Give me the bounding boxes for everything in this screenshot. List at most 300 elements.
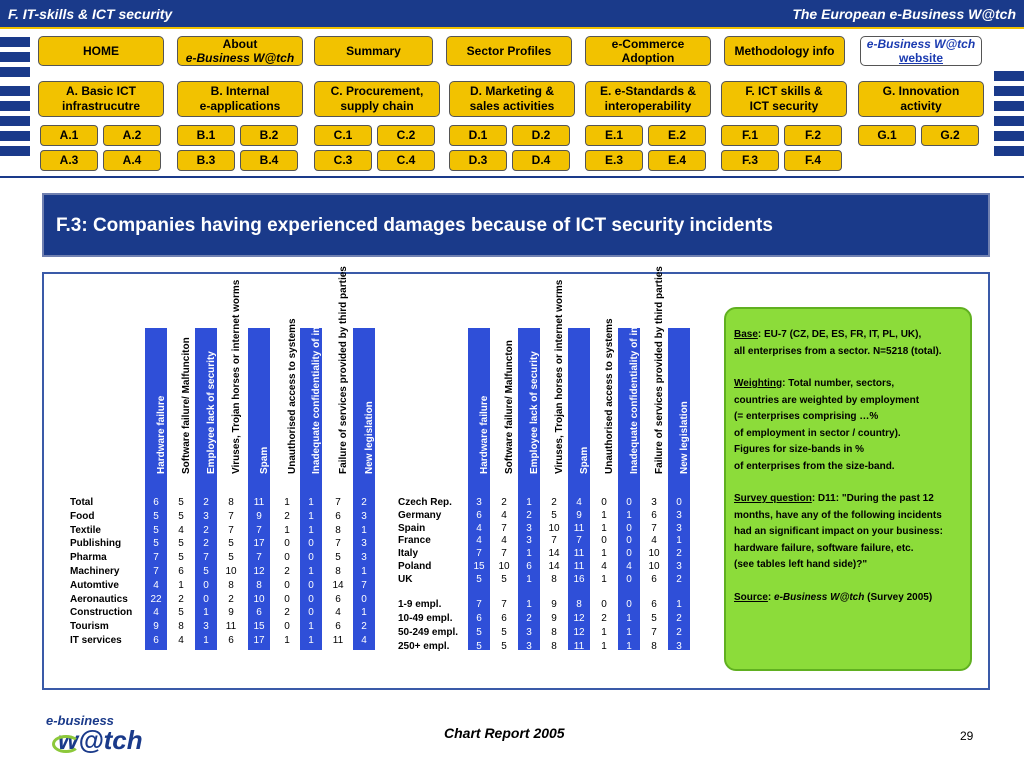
table-cell: 2 bbox=[551, 497, 557, 508]
table-row-label: Czech Rep. bbox=[398, 497, 452, 508]
section-label: activity bbox=[900, 99, 942, 113]
nav-label: Adoption bbox=[621, 51, 675, 65]
table-cell: 6 bbox=[335, 510, 341, 522]
column-header-label: Failure of services provided by third parties bbox=[338, 266, 349, 474]
note-heading: Weighting bbox=[734, 378, 783, 389]
sub-nav-button[interactable]: F.4 bbox=[784, 150, 842, 171]
divider bbox=[0, 176, 1024, 178]
stripe bbox=[0, 37, 30, 47]
table-cell: 8 bbox=[551, 573, 557, 585]
table-cell: 0 bbox=[626, 573, 632, 585]
note-text: months, have any of the following incidents bbox=[734, 509, 942, 521]
table-cell: 0 bbox=[676, 497, 682, 508]
table-cell: 3 bbox=[476, 497, 482, 508]
table-cell: 8 bbox=[651, 641, 657, 652]
sub-nav-button[interactable]: E.4 bbox=[648, 150, 706, 171]
section-c-button[interactable] bbox=[314, 81, 440, 117]
table-cell: 15 bbox=[473, 561, 485, 572]
table-cell: 5 bbox=[501, 627, 507, 638]
sub-nav-button[interactable]: C.1 bbox=[314, 125, 372, 146]
table-cell: 4 bbox=[361, 635, 367, 646]
table-cell: 14 bbox=[548, 561, 560, 572]
brand-title: The European e-Business W@tch bbox=[792, 6, 1016, 22]
stripe bbox=[994, 101, 1024, 111]
note-text: hardware failure, software failure, etc. bbox=[734, 542, 914, 554]
note-text: : D11: "During the past 12 bbox=[811, 493, 934, 504]
nav-label: HOME bbox=[83, 44, 119, 58]
section-label: B. Internal bbox=[210, 84, 270, 98]
table-cell: 2 bbox=[284, 510, 290, 522]
table-cell: 7 bbox=[203, 552, 209, 564]
table-cell: 2 bbox=[676, 548, 682, 560]
table-cell: 1 bbox=[626, 509, 632, 521]
sub-nav-button[interactable]: A.1 bbox=[40, 125, 98, 146]
table-cell: 0 bbox=[601, 599, 607, 610]
table-cell: 6 bbox=[153, 497, 159, 508]
table-cell: 1 bbox=[626, 641, 632, 652]
section-a-button[interactable] bbox=[38, 81, 164, 117]
table-cell: 3 bbox=[526, 641, 532, 652]
column-header bbox=[276, 318, 298, 495]
column-header-label: Viruses, Trojan horses or internet worms bbox=[554, 279, 565, 474]
table-cell: 0 bbox=[601, 497, 607, 508]
table-cell: 1 bbox=[601, 548, 607, 560]
sub-nav-button[interactable]: C.4 bbox=[377, 150, 435, 171]
table-cell: 4 bbox=[501, 535, 507, 547]
table-cell: 3 bbox=[676, 561, 682, 572]
nav-label: e-Business W@tch bbox=[185, 51, 295, 65]
table-row-label: Pharma bbox=[70, 552, 107, 564]
table-cell: 4 bbox=[476, 522, 482, 534]
table-cell: 1 bbox=[361, 524, 367, 536]
note-text: all enterprises from a sector. N=5218 (total). bbox=[734, 345, 942, 357]
table-cell: 5 bbox=[476, 627, 482, 638]
table-cell: 10 bbox=[253, 593, 265, 605]
table-cell: 1 bbox=[284, 635, 290, 646]
section-label: E. e-Standards & bbox=[599, 84, 697, 98]
table-cell: 6 bbox=[501, 613, 507, 624]
table-cell: 0 bbox=[284, 593, 290, 605]
table-cell: 9 bbox=[551, 599, 557, 610]
table-cell: 7 bbox=[335, 538, 341, 550]
table-cell: 8 bbox=[576, 599, 582, 610]
table-row-label: France bbox=[398, 535, 431, 547]
table-cell: 6 bbox=[335, 593, 341, 605]
table-row-label: Construction bbox=[70, 607, 133, 619]
note-text: : EU-7 (CZ, DE, ES, FR, IT, PL, UK), bbox=[757, 329, 922, 340]
table-row-label: 250+ empl. bbox=[398, 641, 450, 652]
column-header bbox=[170, 328, 192, 495]
note-heading: Source bbox=[734, 591, 768, 603]
column-header-label: Employee lack of security bbox=[206, 351, 217, 474]
table-cell: 0 bbox=[203, 579, 209, 591]
table-cell: 3 bbox=[203, 510, 209, 522]
stripe bbox=[0, 101, 30, 111]
table-cell: 0 bbox=[284, 579, 290, 591]
note-text: of enterprises from the size-band. bbox=[734, 460, 895, 472]
table-cell: 2 bbox=[676, 627, 682, 638]
column-header-label: Inadequate confidentiality of information bbox=[311, 280, 322, 474]
table-cell: 2 bbox=[203, 538, 209, 550]
table-cell: 1 bbox=[601, 573, 607, 585]
section-f-button[interactable] bbox=[721, 81, 847, 117]
column-header-label: Employee lack of security bbox=[529, 351, 540, 474]
table-cell: 4 bbox=[601, 561, 607, 572]
stripe bbox=[994, 71, 1024, 81]
section-label: D. Marketing & bbox=[469, 84, 554, 98]
table-cell: 0 bbox=[284, 621, 290, 633]
table-cell: 0 bbox=[308, 607, 314, 619]
table-cell: 9 bbox=[576, 509, 582, 521]
column-header bbox=[145, 328, 167, 495]
section-label: e-applications bbox=[199, 99, 281, 113]
column-header bbox=[618, 280, 640, 495]
table-cell: 6 bbox=[228, 635, 234, 646]
column-header bbox=[248, 328, 270, 495]
sub-nav-button[interactable]: D.4 bbox=[512, 150, 570, 171]
section-label: F. ICT skills & bbox=[745, 84, 823, 98]
sub-nav-button[interactable]: D.2 bbox=[512, 125, 570, 146]
logo-swoosh-icon bbox=[52, 735, 80, 753]
column-header bbox=[493, 328, 515, 495]
table-cell: 1 bbox=[626, 613, 632, 624]
nav-ecommerce-button[interactable] bbox=[585, 36, 711, 66]
table-cell: 7 bbox=[335, 497, 341, 508]
sub-nav-button[interactable]: E.1 bbox=[585, 125, 643, 146]
table-cell: 1 bbox=[601, 509, 607, 521]
section-e-button[interactable] bbox=[585, 81, 711, 117]
table-cell: 1 bbox=[308, 497, 314, 508]
table-cell: 0 bbox=[361, 593, 367, 605]
table-cell: 0 bbox=[626, 599, 632, 610]
table-cell: 5 bbox=[178, 607, 184, 619]
table-cell: 6 bbox=[651, 509, 657, 521]
table-cell: 6 bbox=[153, 635, 159, 646]
table-cell: 7 bbox=[228, 510, 234, 522]
table-cell: 3 bbox=[526, 535, 532, 547]
chapter-title: F. IT-skills & ICT security bbox=[8, 6, 173, 22]
table-cell: 5 bbox=[178, 510, 184, 522]
table-cell: 3 bbox=[203, 621, 209, 633]
table-cell: 2 bbox=[526, 613, 532, 624]
table-cell: 3 bbox=[676, 641, 682, 652]
logo-text: e-business bbox=[46, 713, 114, 728]
table-cell: 6 bbox=[476, 613, 482, 624]
table-cell: 1 bbox=[308, 524, 314, 536]
table-cell: 17 bbox=[253, 635, 265, 646]
table-row-label: Poland bbox=[398, 561, 432, 572]
note-text: (= enterprises comprising …% bbox=[734, 411, 879, 422]
table-cell: 11 bbox=[573, 561, 585, 572]
table-row-label: Aeronautics bbox=[70, 593, 128, 605]
nav-label: Methodology info bbox=[734, 44, 835, 58]
table-cell: 1 bbox=[526, 497, 532, 508]
table-cell: 1 bbox=[626, 627, 632, 638]
table-cell: 1 bbox=[284, 524, 290, 536]
table-cell: 7 bbox=[256, 552, 262, 564]
table-row-label: Spain bbox=[398, 522, 426, 534]
table-cell: 4 bbox=[501, 509, 507, 521]
stripe bbox=[0, 131, 30, 141]
stripe bbox=[994, 86, 1024, 96]
table-cell: 1 bbox=[308, 510, 314, 522]
table-cell: 1 bbox=[284, 497, 290, 508]
table-cell: 2 bbox=[178, 593, 184, 605]
table-row-label: Italy bbox=[398, 548, 419, 560]
note-text: Figures for size-bands in % bbox=[734, 444, 865, 455]
table-row-label: 10-49 empl. bbox=[398, 613, 453, 624]
section-d-button[interactable] bbox=[449, 81, 575, 117]
column-header-label: Software failure/ Malfunciton bbox=[181, 337, 192, 474]
note-text: (Survey 2005) bbox=[867, 591, 933, 603]
section-b-button[interactable] bbox=[177, 81, 303, 117]
nav-sector-profiles-button[interactable] bbox=[446, 36, 572, 66]
table-cell: 9 bbox=[256, 510, 262, 522]
nav-label: e-Commerce bbox=[611, 37, 685, 51]
table-cell: 8 bbox=[178, 621, 184, 633]
nav-label: About bbox=[222, 37, 258, 51]
sub-nav-button[interactable]: D.3 bbox=[449, 150, 507, 171]
table-cell: 4 bbox=[153, 607, 159, 619]
column-header bbox=[220, 279, 242, 495]
table-cell: 16 bbox=[573, 573, 585, 585]
section-label: supply chain bbox=[340, 99, 414, 113]
table-cell: 2 bbox=[203, 524, 209, 536]
note-text: of employment in sector / country). bbox=[734, 427, 901, 439]
column-header bbox=[568, 328, 590, 495]
table-cell: 0 bbox=[203, 593, 209, 605]
table-cell: 7 bbox=[501, 522, 507, 534]
table-cell: 4 bbox=[178, 635, 184, 646]
table-cell: 9 bbox=[551, 613, 557, 624]
table-cell: 3 bbox=[361, 510, 367, 522]
table-cell: 4 bbox=[626, 561, 632, 572]
table-cell: 0 bbox=[308, 593, 314, 605]
table-cell: 2 bbox=[203, 497, 209, 508]
table-row-label: IT services bbox=[70, 635, 122, 646]
table-cell: 1 bbox=[361, 607, 367, 619]
table-row-label: Total bbox=[70, 497, 94, 508]
sub-nav-button[interactable]: B.2 bbox=[240, 125, 298, 146]
nav-summary-button[interactable] bbox=[314, 36, 433, 66]
table-cell: 2 bbox=[601, 613, 607, 624]
table-cell: 2 bbox=[361, 621, 367, 633]
table-cell: 10 bbox=[648, 561, 660, 572]
table-cell: 1 bbox=[601, 522, 607, 534]
table-cell: 1 bbox=[676, 599, 682, 610]
table-cell: 1 bbox=[178, 579, 184, 591]
table-row-label: Tourism bbox=[70, 621, 109, 633]
table-cell: 1 bbox=[308, 621, 314, 633]
section-label: ICT security bbox=[749, 99, 819, 113]
section-label: infrastrucutre bbox=[61, 99, 141, 113]
table-cell: 7 bbox=[228, 524, 234, 536]
table-cell: 11 bbox=[225, 621, 237, 633]
table-row-label: Textile bbox=[70, 524, 101, 536]
table-cell: 0 bbox=[308, 552, 314, 564]
table-cell: 0 bbox=[284, 538, 290, 550]
column-header bbox=[353, 328, 375, 495]
table-cell: 5 bbox=[178, 552, 184, 564]
note-text: had an significant impact on your business: bbox=[734, 526, 943, 537]
table-row-label: UK bbox=[398, 573, 413, 585]
table-cell: 2 bbox=[501, 497, 507, 508]
table-cell: 17 bbox=[253, 538, 265, 550]
table-row-label: Machinery bbox=[70, 566, 120, 577]
section-label: G. Innovation bbox=[882, 84, 960, 98]
table-cell: 3 bbox=[651, 497, 657, 508]
table-cell: 1 bbox=[526, 573, 532, 585]
table-cell: 2 bbox=[361, 497, 367, 508]
table-cell: 5 bbox=[153, 524, 159, 536]
nav-about-button[interactable] bbox=[177, 36, 303, 66]
table-cell: 4 bbox=[153, 579, 159, 591]
table-cell: 5 bbox=[476, 641, 482, 652]
sub-nav-button[interactable]: D.1 bbox=[449, 125, 507, 146]
note-text: : Total number, sectors, bbox=[782, 378, 895, 389]
table-cell: 5 bbox=[651, 613, 657, 624]
page-number: 29 bbox=[960, 729, 974, 743]
table-cell: 1 bbox=[203, 635, 209, 646]
table-cell: 10 bbox=[225, 566, 237, 577]
column-header bbox=[543, 279, 565, 495]
table-cell: 5 bbox=[153, 538, 159, 550]
table-cell: 5 bbox=[178, 538, 184, 550]
stripe bbox=[0, 146, 30, 156]
sub-nav-button[interactable]: E.3 bbox=[585, 150, 643, 171]
column-header-label: Viruses, Trojan horses or internet worms bbox=[231, 279, 242, 474]
sub-nav-button[interactable]: B.1 bbox=[177, 125, 235, 146]
table-cell: 7 bbox=[476, 548, 482, 560]
table-row-label: Automtive bbox=[70, 579, 119, 591]
sub-nav-button[interactable]: F.1 bbox=[721, 125, 779, 146]
nav-website-link[interactable] bbox=[860, 36, 982, 66]
sub-nav-button[interactable]: G.2 bbox=[921, 125, 979, 146]
stripe bbox=[994, 131, 1024, 141]
column-header-label: Inadequate confidentiality of information bbox=[629, 280, 640, 474]
column-header bbox=[643, 266, 665, 495]
table-cell: 10 bbox=[648, 548, 660, 560]
table-cell: 3 bbox=[526, 522, 532, 534]
table-cell: 3 bbox=[361, 538, 367, 550]
table-cell: 6 bbox=[651, 599, 657, 610]
table-cell: 11 bbox=[573, 548, 585, 560]
table-cell: 1 bbox=[308, 635, 314, 646]
table-cell: 7 bbox=[651, 627, 657, 638]
column-header-label: Unauthorised access to systems bbox=[604, 318, 615, 474]
table-cell: 10 bbox=[548, 522, 560, 534]
stripe bbox=[994, 146, 1024, 156]
table-cell: 6 bbox=[526, 561, 532, 572]
table-cell: 8 bbox=[335, 524, 341, 536]
nav-label: Sector Profiles bbox=[466, 44, 552, 58]
sub-nav-button[interactable]: E.2 bbox=[648, 125, 706, 146]
column-header-label: New legislation bbox=[364, 401, 375, 474]
table-cell: 9 bbox=[153, 621, 159, 633]
sub-nav-button[interactable]: C.2 bbox=[377, 125, 435, 146]
table-cell: 0 bbox=[308, 538, 314, 550]
table-row-label: 50-249 empl. bbox=[398, 627, 459, 638]
column-header bbox=[300, 280, 322, 495]
nav-home-button[interactable] bbox=[38, 36, 164, 66]
table-cell: 3 bbox=[361, 552, 367, 564]
table-cell: 12 bbox=[253, 566, 265, 577]
sub-nav-button[interactable]: B.3 bbox=[177, 150, 235, 171]
table-cell: 5 bbox=[153, 510, 159, 522]
table-cell: 8 bbox=[551, 641, 557, 652]
methodology-note: Base: EU-7 (CZ, DE, ES, FR, IT, PL, UK), all enterprises from a sector. N=5218 (total). Weighting: Total number, sectors, countries are weighted by employment (= enterprises comprising …% of employment in sector / country). Figures for size-bands in % of enterprises from the size-band. Survey question: D11: "During the past 12 months, have any of the following incidents had an significant impact on your business: hardware failure, software failure, etc. (see tables left hand side)?" Source: e-Business W@tch (Survey 2005) bbox=[724, 307, 972, 671]
table-cell: 2 bbox=[228, 593, 234, 605]
table-cell: 1 bbox=[526, 548, 532, 560]
column-header-label: Software failure/ Malfuncton bbox=[504, 340, 515, 474]
sub-nav-button[interactable]: A.2 bbox=[103, 125, 161, 146]
table-cell: 1 bbox=[676, 535, 682, 547]
table-cell: 2 bbox=[676, 573, 682, 585]
table-cell: 5 bbox=[501, 573, 507, 585]
table-cell: 0 bbox=[626, 497, 632, 508]
sub-nav-button[interactable]: F.3 bbox=[721, 150, 779, 171]
table-cell: 4 bbox=[335, 607, 341, 619]
section-g-button[interactable] bbox=[858, 81, 984, 117]
column-header-label: Spam bbox=[259, 446, 270, 474]
table-cell: 4 bbox=[476, 535, 482, 547]
table-cell: 2 bbox=[284, 607, 290, 619]
nav-label: website bbox=[898, 51, 943, 65]
stripe bbox=[994, 116, 1024, 126]
table-cell: 0 bbox=[601, 535, 607, 547]
sub-nav-button[interactable]: A.3 bbox=[40, 150, 98, 171]
table-cell: 7 bbox=[361, 579, 367, 591]
table-cell: 5 bbox=[228, 552, 234, 564]
column-header bbox=[668, 328, 690, 495]
column-header-label: New legislation bbox=[679, 401, 690, 474]
table-cell: 6 bbox=[476, 509, 482, 521]
table-cell: 3 bbox=[676, 522, 682, 534]
table-cell: 5 bbox=[501, 641, 507, 652]
table-cell: 2 bbox=[526, 509, 532, 521]
table-cell: 9 bbox=[228, 607, 234, 619]
table-cell: 0 bbox=[626, 522, 632, 534]
sub-nav-button[interactable]: C.3 bbox=[314, 150, 372, 171]
column-header-label: Spam bbox=[579, 446, 590, 474]
table-cell: 6 bbox=[178, 566, 184, 577]
table-cell: 4 bbox=[576, 497, 582, 508]
table-cell: 5 bbox=[228, 538, 234, 550]
table-cell: 2 bbox=[676, 613, 682, 624]
sub-nav-button[interactable]: G.1 bbox=[858, 125, 916, 146]
column-header bbox=[195, 328, 217, 495]
column-header-label: Hardware failure bbox=[156, 395, 167, 474]
nav-label: Summary bbox=[346, 44, 401, 58]
table-cell: 5 bbox=[178, 497, 184, 508]
sub-nav-button[interactable]: F.2 bbox=[784, 125, 842, 146]
note-text: e-Business W@tch bbox=[774, 591, 865, 603]
table-cell: 7 bbox=[476, 599, 482, 610]
table-cell: 15 bbox=[253, 621, 265, 633]
sub-nav-button[interactable]: B.4 bbox=[240, 150, 298, 171]
table-cell: 1 bbox=[601, 627, 607, 638]
sub-nav-button[interactable]: A.4 bbox=[103, 150, 161, 171]
report-title: Chart Report 2005 bbox=[444, 725, 565, 741]
table-cell: 1 bbox=[601, 641, 607, 652]
table-cell: 12 bbox=[573, 613, 585, 624]
table-row-label: 1-9 empl. bbox=[398, 599, 442, 610]
table-cell: 8 bbox=[551, 627, 557, 638]
table-cell: 1 bbox=[361, 566, 367, 577]
table-cell: 11 bbox=[573, 522, 585, 534]
table-cell: 7 bbox=[501, 548, 507, 560]
nav-methodology-button[interactable] bbox=[724, 36, 845, 66]
